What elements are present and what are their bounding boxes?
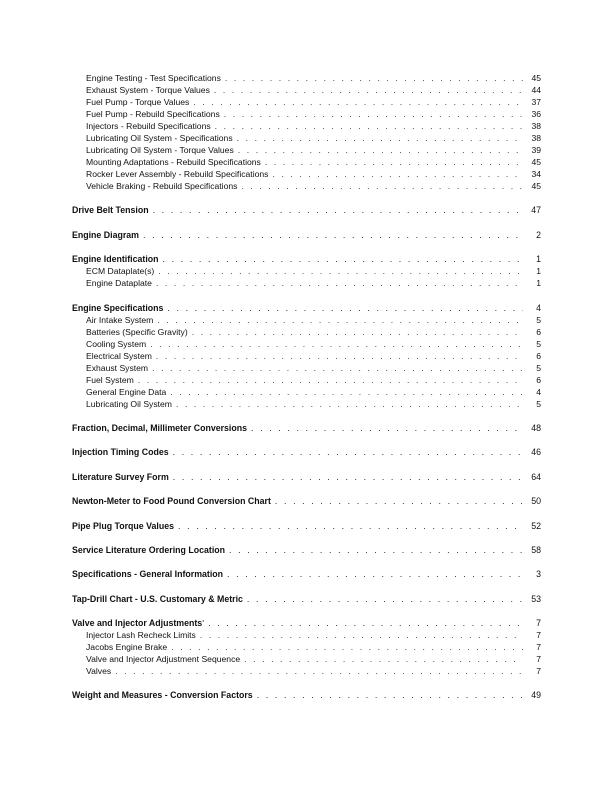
entry-title bbox=[86, 326, 192, 338]
toc-heading[interactable] bbox=[72, 446, 541, 458]
dot-leader bbox=[265, 156, 523, 168]
dot-leader bbox=[244, 653, 523, 665]
page-number: 5 bbox=[536, 398, 541, 409]
entry-title-text: Lubricating Oil System - Specifications bbox=[86, 133, 233, 143]
dot-leader bbox=[225, 72, 523, 84]
dot-leader bbox=[237, 132, 523, 144]
entry-title-text: Pipe Plug Torque Values bbox=[72, 520, 175, 531]
page-number: 53 bbox=[531, 593, 541, 604]
entry-title bbox=[86, 265, 158, 277]
entry-title bbox=[86, 72, 225, 84]
entry-title bbox=[72, 422, 251, 434]
dot-leader bbox=[157, 314, 523, 326]
dot-leader bbox=[173, 471, 523, 483]
table-of-contents bbox=[72, 72, 541, 701]
section-spacer bbox=[72, 580, 541, 592]
dot-leader bbox=[214, 84, 523, 96]
section-spacer bbox=[72, 241, 541, 253]
toc-subentry[interactable] bbox=[72, 132, 541, 144]
toc-subentry[interactable] bbox=[72, 386, 541, 398]
entry-title-text: Injection Timing Codes bbox=[72, 447, 169, 458]
entry-title-text: Injector Lash Recheck Limits bbox=[86, 630, 196, 641]
entry-title-text: Engine Dataplate bbox=[86, 278, 152, 289]
dot-leader bbox=[138, 374, 523, 386]
page-number: 7 bbox=[536, 618, 541, 629]
toc-subentry[interactable] bbox=[72, 362, 541, 374]
toc-heading[interactable] bbox=[72, 422, 541, 434]
page-number: 34 bbox=[531, 169, 541, 179]
entry-title bbox=[86, 277, 156, 289]
entry-title bbox=[72, 471, 173, 483]
page-number: 38 bbox=[531, 121, 541, 131]
page-number: 5 bbox=[536, 362, 541, 373]
page-number: 39 bbox=[531, 145, 541, 155]
entry-title bbox=[86, 629, 200, 641]
page-number: 6 bbox=[536, 326, 541, 337]
entry-title bbox=[86, 84, 214, 96]
section-spacer bbox=[72, 410, 541, 422]
dot-leader bbox=[272, 168, 523, 180]
page-number: 52 bbox=[531, 520, 541, 531]
entry-title bbox=[86, 180, 241, 192]
dot-leader bbox=[150, 338, 523, 350]
entry-title-text: Literature Survey Form bbox=[72, 471, 169, 482]
dot-leader bbox=[156, 350, 523, 362]
page-number: 44 bbox=[531, 85, 541, 95]
dot-leader bbox=[173, 446, 523, 458]
entry-title-text: Valves bbox=[86, 666, 112, 677]
toc-heading[interactable] bbox=[72, 495, 541, 507]
entry-title-text: Injectors - Rebuild Specifications bbox=[86, 121, 211, 131]
toc-heading[interactable] bbox=[72, 520, 541, 532]
page-number: 1 bbox=[536, 278, 541, 289]
section-spacer bbox=[72, 556, 541, 568]
entry-title-text: Tap-Drill Chart - U.S. Customary & Metric bbox=[72, 593, 243, 604]
toc-subentry[interactable] bbox=[72, 641, 541, 653]
page-number: 5 bbox=[536, 314, 541, 325]
dot-leader bbox=[143, 229, 523, 241]
entry-title bbox=[86, 338, 150, 350]
entry-title bbox=[86, 168, 272, 180]
entry-title bbox=[86, 653, 244, 665]
toc-subentry[interactable] bbox=[72, 350, 541, 362]
entry-title bbox=[72, 520, 178, 532]
entry-title bbox=[72, 544, 229, 556]
dot-leader bbox=[115, 665, 523, 677]
entry-title-text: Newton-Meter to Food Pound Conversion Chart bbox=[72, 496, 271, 507]
toc-subentry[interactable] bbox=[72, 314, 541, 326]
toc-heading[interactable] bbox=[72, 568, 541, 580]
entry-title-text: Cooling System bbox=[86, 338, 147, 349]
dot-leader bbox=[178, 520, 523, 532]
dot-leader bbox=[257, 689, 523, 701]
dot-leader bbox=[171, 641, 523, 653]
toc-subentry[interactable] bbox=[72, 265, 541, 277]
entry-title bbox=[86, 144, 238, 156]
section-spacer bbox=[72, 532, 541, 544]
entry-title bbox=[72, 204, 153, 216]
entry-title bbox=[86, 374, 138, 386]
entry-title bbox=[72, 253, 163, 265]
section-spacer bbox=[72, 507, 541, 519]
entry-title bbox=[72, 302, 167, 314]
entry-title bbox=[72, 446, 173, 458]
entry-title-text: Batteries (Specific Gravity) bbox=[86, 326, 188, 337]
entry-title-text: Fuel Pump - Rebuild Specifications bbox=[86, 109, 220, 119]
entry-title-text: Engine Specifications bbox=[72, 302, 164, 313]
entry-title bbox=[86, 314, 157, 326]
page-number: 1 bbox=[536, 254, 541, 265]
toc-subentry[interactable] bbox=[72, 120, 541, 132]
dot-leader bbox=[208, 617, 523, 629]
toc-subentry[interactable] bbox=[72, 72, 541, 84]
dot-leader bbox=[176, 398, 523, 410]
page-number: 7 bbox=[536, 666, 541, 677]
entry-title-text: Service Literature Ordering Location bbox=[72, 544, 226, 555]
toc-subentry[interactable] bbox=[72, 144, 541, 156]
dot-leader bbox=[167, 302, 523, 314]
entry-title-text: Rocker Lever Assembly - Rebuild Specifications bbox=[86, 169, 269, 179]
dot-leader bbox=[241, 180, 523, 192]
page-number: 46 bbox=[531, 447, 541, 458]
page-number: 6 bbox=[536, 374, 541, 385]
page-number: 4 bbox=[536, 386, 541, 397]
toc-subentry[interactable] bbox=[72, 84, 541, 96]
dot-leader bbox=[163, 253, 523, 265]
toc-heading[interactable] bbox=[72, 689, 541, 701]
page-number: 58 bbox=[531, 544, 541, 555]
entry-title bbox=[86, 362, 152, 374]
page-number: 37 bbox=[531, 97, 541, 107]
dot-leader bbox=[275, 495, 523, 507]
toc-subentry[interactable] bbox=[72, 108, 541, 120]
entry-title bbox=[86, 132, 237, 144]
entry-title bbox=[86, 665, 115, 677]
entry-title-text: Exhaust System - Torque Values bbox=[86, 85, 210, 95]
dot-leader bbox=[247, 593, 523, 605]
toc-subentry[interactable] bbox=[72, 156, 541, 168]
dot-leader bbox=[229, 544, 523, 556]
toc-subentry[interactable] bbox=[72, 398, 541, 410]
toc-heading[interactable] bbox=[72, 544, 541, 556]
entry-title-text: Valve and Injector Adjustments bbox=[72, 618, 203, 629]
entry-title bbox=[86, 398, 176, 410]
page-number: 38 bbox=[531, 133, 541, 143]
entry-title-text: Engine Diagram bbox=[72, 229, 139, 240]
dot-leader bbox=[200, 629, 523, 641]
toc-subentry[interactable] bbox=[72, 653, 541, 665]
entry-title-text: Fuel System bbox=[86, 374, 134, 385]
dot-leader bbox=[153, 204, 523, 216]
dot-leader bbox=[192, 326, 523, 338]
dot-leader bbox=[156, 277, 523, 289]
entry-title-text: Mounting Adaptations - Rebuild Specifications bbox=[86, 157, 261, 167]
toc-subentry[interactable] bbox=[72, 168, 541, 180]
section-spacer bbox=[72, 483, 541, 495]
page-number: 7 bbox=[536, 630, 541, 641]
entry-title-text: Electrical System bbox=[86, 350, 152, 361]
dot-leader bbox=[158, 265, 523, 277]
toc-subentry[interactable] bbox=[72, 180, 541, 192]
entry-title bbox=[72, 568, 227, 580]
entry-title-text: Drive Belt Tension bbox=[72, 205, 149, 216]
entry-title bbox=[86, 641, 171, 653]
entry-title-text: General Engine Data bbox=[86, 386, 167, 397]
page-number: 64 bbox=[531, 471, 541, 482]
dot-leader bbox=[193, 96, 523, 108]
dot-leader bbox=[227, 568, 523, 580]
dot-leader bbox=[224, 108, 523, 120]
entry-title-text: Valve and Injector Adjustment Sequence bbox=[86, 654, 241, 665]
toc-subentry[interactable] bbox=[72, 277, 541, 289]
page-number: 1 bbox=[536, 266, 541, 277]
entry-title bbox=[72, 617, 208, 629]
section-spacer bbox=[72, 458, 541, 470]
dot-leader bbox=[152, 362, 523, 374]
page-number: 3 bbox=[536, 569, 541, 580]
page-number: 7 bbox=[536, 654, 541, 665]
entry-title bbox=[72, 229, 143, 241]
page-number: 2 bbox=[536, 229, 541, 240]
entry-title bbox=[86, 156, 265, 168]
toc-subentry[interactable] bbox=[72, 374, 541, 386]
page-number: 45 bbox=[531, 73, 541, 83]
dot-leader bbox=[251, 422, 523, 434]
toc-heading[interactable] bbox=[72, 593, 541, 605]
page-number: 47 bbox=[531, 205, 541, 216]
entry-title bbox=[86, 386, 170, 398]
toc-heading[interactable] bbox=[72, 204, 541, 216]
entry-title bbox=[72, 593, 247, 605]
toc-heading[interactable] bbox=[72, 302, 541, 314]
section-spacer bbox=[72, 216, 541, 228]
entry-title-text: Weight and Measures - Conversion Factors bbox=[72, 690, 253, 701]
page-number: 36 bbox=[531, 109, 541, 119]
entry-title-text: ECM Dataplate(s) bbox=[86, 266, 155, 277]
page-number: 50 bbox=[531, 496, 541, 507]
toc-subentry[interactable] bbox=[72, 96, 541, 108]
toc-subentry[interactable] bbox=[72, 338, 541, 350]
entry-title-text: Lubricating Oil System - Torque Values bbox=[86, 145, 234, 155]
entry-title-text: Fuel Pump - Torque Values bbox=[86, 97, 190, 107]
toc-heading[interactable] bbox=[72, 617, 541, 629]
entry-title-text: Air Intake System bbox=[86, 314, 154, 325]
dot-leader bbox=[170, 386, 523, 398]
entry-title-text: Specifications - General Information bbox=[72, 569, 224, 580]
entry-title-text: Exhaust System bbox=[86, 362, 149, 373]
entry-title bbox=[72, 689, 257, 701]
toc-heading[interactable] bbox=[72, 253, 541, 265]
toc-subentry[interactable] bbox=[72, 629, 541, 641]
toc-heading[interactable] bbox=[72, 229, 541, 241]
toc-subentry[interactable] bbox=[72, 326, 541, 338]
page-number: 49 bbox=[531, 690, 541, 701]
entry-title-text: Engine Identification bbox=[72, 254, 159, 265]
page-number: 45 bbox=[531, 157, 541, 167]
section-spacer bbox=[72, 434, 541, 446]
section-spacer bbox=[72, 677, 541, 689]
entry-title-text: Vehicle Braking - Rebuild Specifications bbox=[86, 181, 238, 191]
page-number: 45 bbox=[531, 181, 541, 191]
page-number: 5 bbox=[536, 338, 541, 349]
entry-title-text: Engine Testing - Test Specifications bbox=[86, 73, 221, 83]
entry-title-text: Lubricating Oil System bbox=[86, 398, 172, 409]
dot-leader bbox=[238, 144, 523, 156]
section-spacer bbox=[72, 289, 541, 301]
toc-subentry[interactable] bbox=[72, 665, 541, 677]
entry-title-text: Jacobs Engine Brake bbox=[86, 642, 168, 653]
footnote-marker: * bbox=[202, 620, 205, 627]
page-number: 7 bbox=[536, 642, 541, 653]
entry-title bbox=[86, 96, 193, 108]
entry-title bbox=[86, 120, 215, 132]
entry-title bbox=[86, 350, 156, 362]
page-number: 6 bbox=[536, 350, 541, 361]
page-number: 4 bbox=[536, 302, 541, 313]
section-spacer bbox=[72, 192, 541, 204]
dot-leader bbox=[215, 120, 523, 132]
section-spacer bbox=[72, 605, 541, 617]
page-number: 48 bbox=[531, 422, 541, 433]
entry-title bbox=[72, 495, 275, 507]
entry-title-text: Fraction, Decimal, Millimeter Conversions bbox=[72, 422, 248, 433]
toc-heading[interactable] bbox=[72, 471, 541, 483]
entry-title bbox=[86, 108, 224, 120]
